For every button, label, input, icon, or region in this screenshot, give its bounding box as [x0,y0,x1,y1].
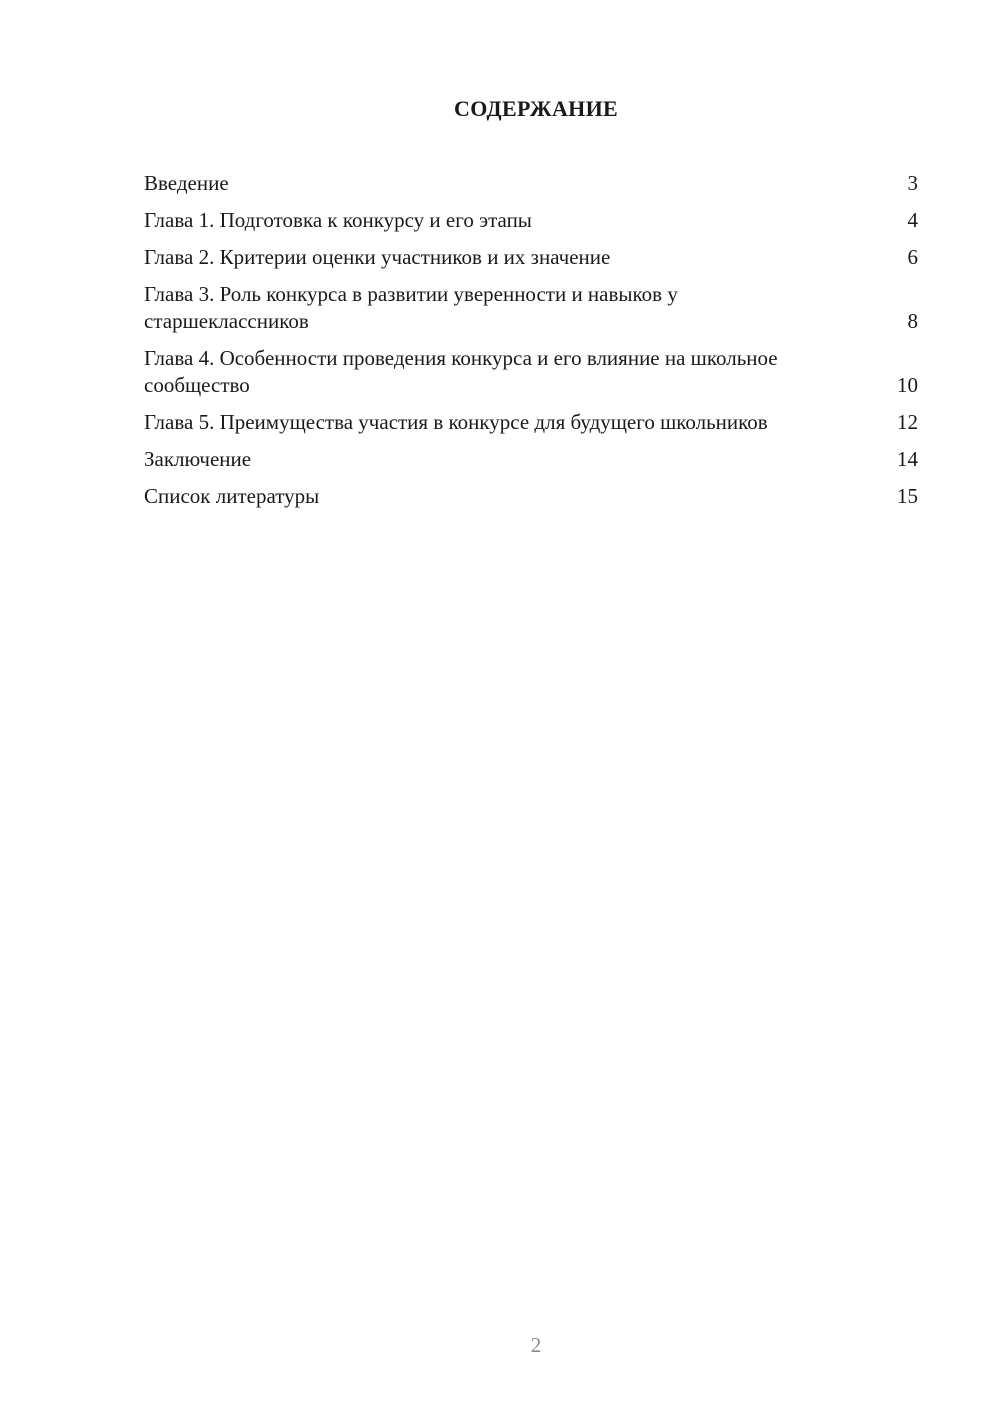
table-of-contents [144,170,918,520]
toc-entry-conclusion[interactable] [144,446,918,473]
page-number: 2 [530,1333,542,1357]
toc-entry-text: Глава 2. Критерии оценки участников и их значение [144,245,611,269]
toc-entry-page: 14 [897,447,918,471]
toc-entry-chapter-1[interactable] [144,207,918,234]
toc-entry-text: Глава 5. Преимущества участия в конкурсе для будущего школьников [144,410,768,434]
toc-entry-page: 15 [897,484,918,508]
toc-entry-page: 8 [907,309,918,333]
toc-entry-text: Глава 1. Подготовка к конкурсу и его этапы [144,208,532,232]
toc-entry-page: 6 [907,245,918,269]
toc-entry-introduction[interactable] [144,170,918,197]
toc-entry-page: 4 [907,208,918,232]
toc-entry-chapter-3[interactable] [144,281,918,335]
toc-entry-page: 10 [897,373,918,397]
toc-entry-text: Список литературы [144,484,320,508]
toc-entry-chapter-4[interactable] [144,345,918,399]
toc-entry-page: 12 [897,410,918,434]
toc-entry-page: 3 [907,171,918,195]
toc-entry-text: Заключение [144,447,252,471]
toc-title: СОДЕРЖАНИЕ [454,96,618,121]
toc-entry-chapter-5[interactable] [144,409,918,436]
toc-entry-text: Глава 3. Роль конкурса в развитии уверенности и навыков у старшеклассников [144,282,678,333]
toc-entry-text: Введение [144,171,229,195]
toc-entry-text: Глава 4. Особенности проведения конкурса и его влияние на школьное сообщество [144,346,778,397]
toc-entry-chapter-2[interactable] [144,244,918,271]
toc-entry-references[interactable] [144,483,918,510]
